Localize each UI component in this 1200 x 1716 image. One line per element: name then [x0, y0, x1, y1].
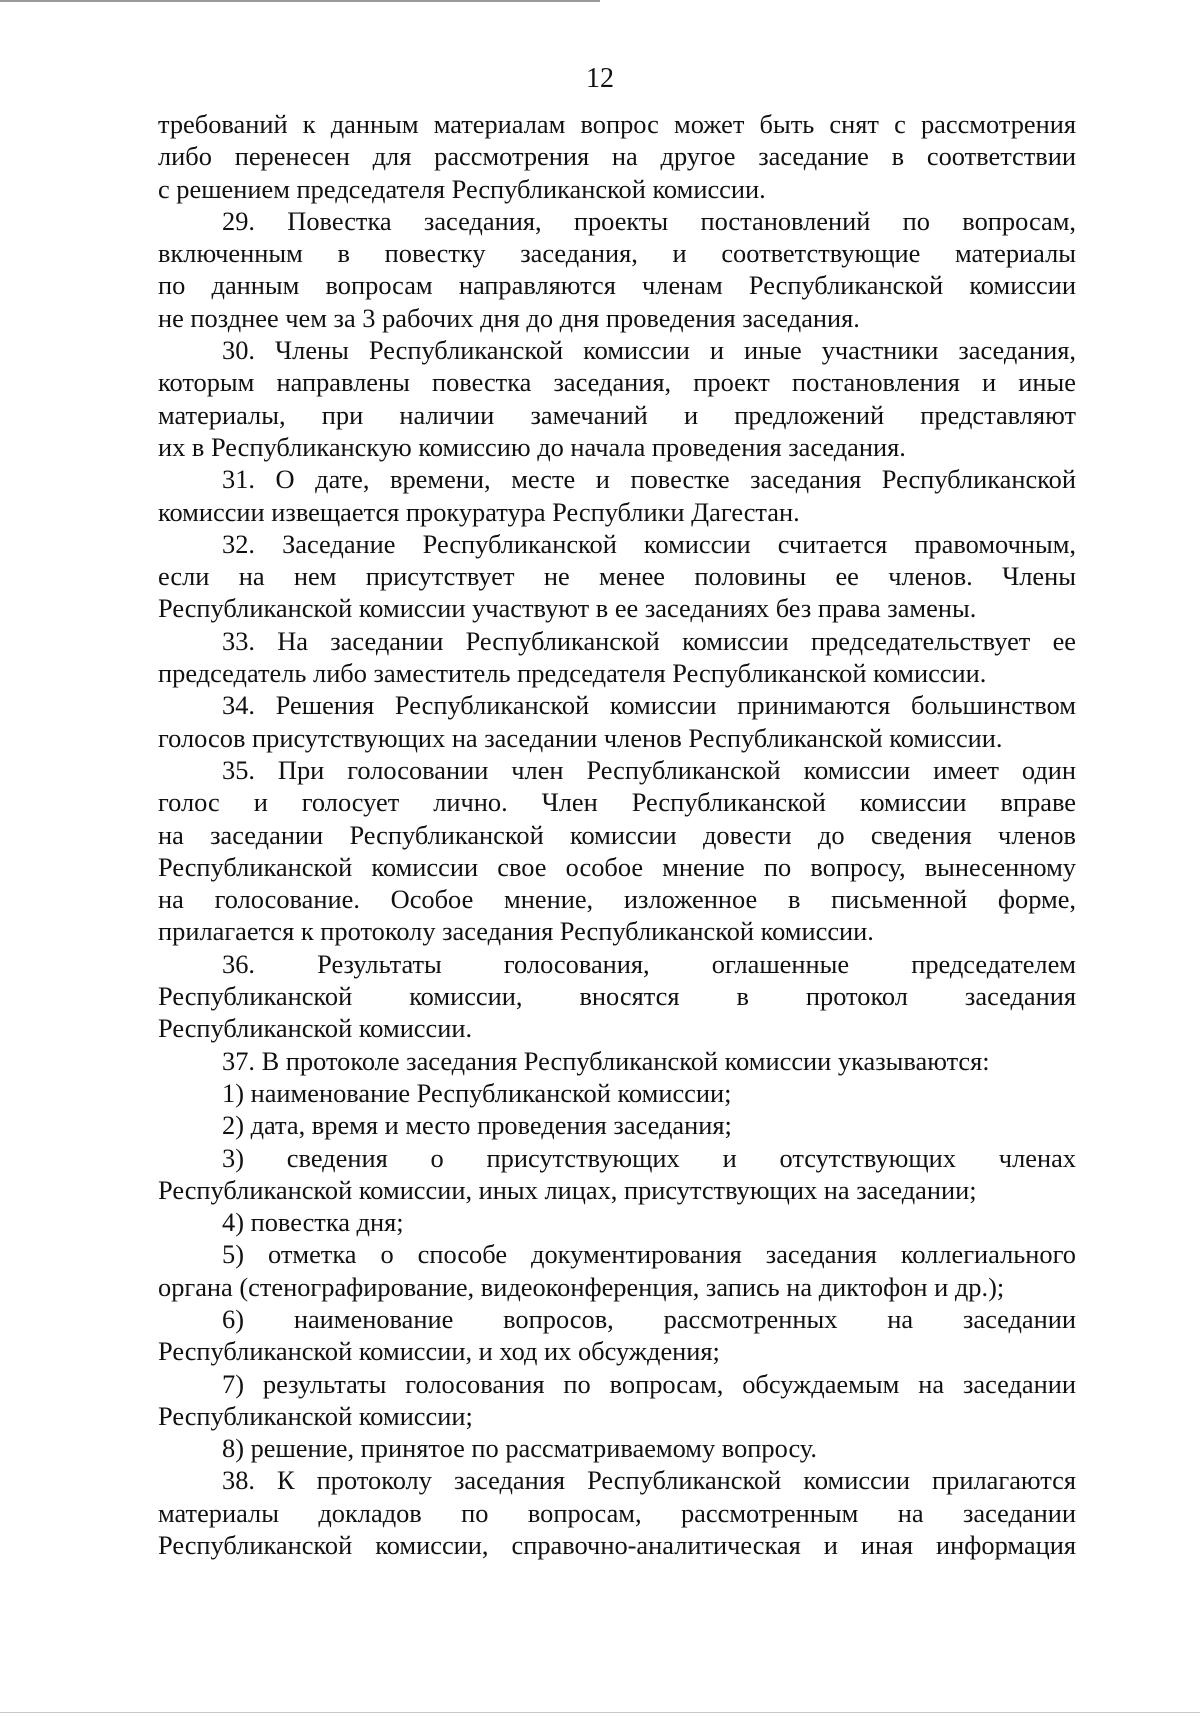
text-line: Республиканской комиссии свое особое мнение по вопросу, вынесенному [158, 851, 1076, 882]
subitem-8 [158, 1432, 1076, 1464]
text-line: включенным в повестку заседания, и соответствующие материалы [158, 238, 1076, 269]
text-line: председатель либо заместитель председателя Республиканской комиссии. [158, 658, 987, 689]
text-line: органа (стенографирование, видеоконференция, запись на диктофон и др.); [158, 1271, 1005, 1302]
text-line: с решением председателя Республиканской комиссии. [158, 173, 766, 204]
text-line: 8) решение, принятое по рассматриваемому вопросу. [222, 1433, 817, 1464]
text-line: материалы докладов по вопросам, рассмотренным на заседании [158, 1497, 1076, 1528]
text-line: 37. В протоколе заседания Республиканской комиссии указываются: [222, 1045, 990, 1076]
subitem-4 [158, 1206, 1076, 1238]
text-line: их в Республиканскую комиссию до начала проведения заседания. [158, 431, 906, 462]
text-line: 6) наименование вопросов, рассмотренных на заседании [222, 1303, 1076, 1334]
text-line: Республиканской комиссии; [158, 1400, 473, 1431]
scan-edge-top [0, 0, 600, 2]
text-line: Республиканской комиссии, справочно-аналитическая и иная информация [158, 1530, 1076, 1561]
subitem-6 [158, 1303, 1076, 1368]
paragraph-item-29 [158, 205, 1076, 334]
text-line: 31. О дате, времени, месте и повестке заседания Республиканской [222, 464, 1076, 495]
subitem-7 [158, 1368, 1076, 1433]
subitem-5 [158, 1238, 1076, 1303]
text-line: 1) наименование Республиканской комиссии; [222, 1077, 732, 1108]
text-line: Республиканской комиссии, и ход их обсуждения; [158, 1336, 720, 1367]
paragraph-item-36 [158, 948, 1076, 1045]
text-line: 32. Заседание Республиканской комиссии считается правомочным, [222, 528, 1076, 559]
text-line: если на нем присутствует не менее половины ее членов. Члены [158, 561, 1076, 592]
text-line: 36. Результаты голосования, оглашенные председателем [222, 948, 1076, 979]
text-line: 4) повестка дня; [222, 1207, 404, 1238]
text-line: 3) сведения о присутствующих и отсутствующих членах [222, 1142, 1076, 1173]
text-line: 5) отметка о способе документирования заседания коллегиального [222, 1239, 1076, 1270]
text-line: требований к данным материалам вопрос может быть снят с рассмотрения [158, 109, 1076, 139]
text-line: Республиканской комиссии. [158, 1013, 473, 1044]
paragraph-item-32 [158, 528, 1076, 625]
text-line: 35. При голосовании член Республиканской комиссии имеет один [222, 754, 1076, 785]
text-line: Республиканской комиссии, вносятся в протокол заседания [158, 981, 1076, 1012]
text-line: на заседании Республиканской комиссии довести до сведения членов [158, 819, 1076, 850]
scan-edge-bottom [0, 1712, 1200, 1713]
text-line: прилагается к протоколу заседания Республиканской комиссии. [158, 916, 874, 947]
document-body [158, 108, 1076, 1561]
paragraph-item-37 [158, 1045, 1076, 1077]
text-line: материалы, при наличии замечаний и предложений представляют [158, 399, 1076, 430]
text-line: на голосование. Особое мнение, изложенное в письменной форме, [158, 884, 1076, 915]
text-line: Республиканской комиссии, иных лицах, присутствующих на заседании; [158, 1174, 977, 1205]
paragraph-item-33 [158, 625, 1076, 690]
subitem-3 [158, 1142, 1076, 1207]
subitem-1 [158, 1077, 1076, 1109]
paragraph-item-34 [158, 689, 1076, 754]
paragraph-item-30 [158, 334, 1076, 463]
text-line: голосов присутствующих на заседании членов Республиканской комиссии. [158, 722, 1003, 753]
text-line: 30. Члены Республиканской комиссии и иные участники заседания, [222, 335, 1076, 366]
paragraph [158, 108, 1076, 205]
text-line: комиссии извещается прокуратура Республики Дагестан. [158, 496, 800, 527]
text-line: 7) результаты голосования по вопросам, обсуждаемым на заседании [222, 1368, 1076, 1399]
text-line: 38. К протоколу заседания Республиканской комиссии прилагаются [222, 1465, 1076, 1496]
page-number: 12 [586, 63, 614, 94]
text-line: которым направлены повестка заседания, проект постановления и иные [158, 367, 1076, 398]
paragraph-item-31 [158, 463, 1076, 528]
text-line: 29. Повестка заседания, проекты постановлений по вопросам, [222, 205, 1076, 236]
text-line: 33. На заседании Республиканской комиссии председательствует ее [222, 625, 1076, 656]
text-line: Республиканской комиссии участвуют в ее заседаниях без права замены. [158, 593, 977, 624]
subitem-2 [158, 1109, 1076, 1141]
text-line: голос и голосует лично. Член Республиканской комиссии вправе [158, 787, 1076, 818]
text-line: либо перенесен для рассмотрения на другое заседание в соответствии [158, 141, 1076, 172]
paragraph-item-38 [158, 1464, 1076, 1561]
text-line: не позднее чем за 3 рабочих дня до дня проведения заседания. [158, 302, 860, 333]
paragraph-item-35 [158, 754, 1076, 948]
text-line: по данным вопросам направляются членам Республиканской комиссии [158, 270, 1076, 301]
text-line: 34. Решения Республиканской комиссии принимаются большинством [222, 690, 1076, 721]
text-line: 2) дата, время и место проведения заседания; [222, 1110, 732, 1141]
